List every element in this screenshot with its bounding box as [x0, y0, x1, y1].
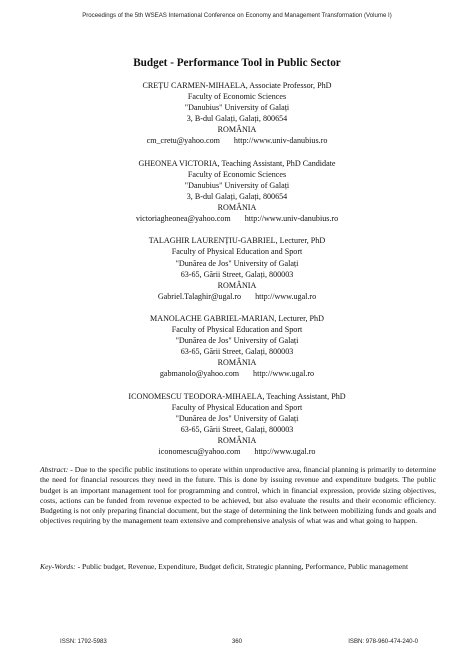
affiliation-country: ROMÂNIA — [217, 280, 257, 290]
author-block — [0, 80, 474, 147]
author-name: TALAGHIR LAURENȚIU-GABRIEL — [148, 236, 276, 246]
running-header: Proceedings of the 5th WSEAS International Conference on Economy and Management Transformation (Volume I) — [82, 12, 392, 19]
affiliation-faculty: Faculty of Physical Education and Sport — [171, 325, 303, 335]
affiliation-address: 3, B-dul Galați, Galați, 800654 — [186, 191, 288, 201]
author-email[interactable]: gabmanolo@yahoo.com — [159, 369, 240, 379]
keywords-label: Key-Words: — [40, 562, 76, 571]
footer-isbn: ISBN: 978-960-474-240-0 — [348, 638, 418, 645]
affiliation-university: "Dunărea de Jos" University of Galați — [175, 258, 299, 268]
affiliation-university: "Danubius" University of Galați — [184, 103, 290, 113]
footer-issn: ISSN: 1792-5983 — [60, 638, 107, 645]
affiliation-country: ROMÂNIA — [217, 125, 257, 135]
author-name: GHEONEA VICTORIA — [138, 158, 218, 168]
affiliation-address: 63-65, Gării Street, Galați, 800003 — [180, 269, 294, 279]
affiliation-country: ROMÂNIA — [217, 436, 257, 445]
affiliation-country: ROMÂNIA — [217, 203, 257, 213]
author-role: , Teaching Assistant, PhD Candidate — [217, 158, 336, 168]
author-list — [0, 80, 474, 468]
affiliation-faculty: Faculty of Physical Education and Sport — [171, 247, 303, 257]
author-url[interactable]: http://www.ugal.ro — [253, 369, 315, 379]
abstract-label: Abstract: — [40, 465, 69, 474]
author-email[interactable]: Gabriel.Talaghir@ugal.ro — [157, 291, 242, 301]
affiliation-university: "Danubius" University of Galați — [184, 180, 290, 190]
affiliation-faculty: Faculty of Physical Education and Sport — [171, 402, 303, 412]
affiliation-address: 63-65, Gării Street, Galați, 800003 — [180, 347, 294, 357]
affiliation-address: 3, B-dul Galați, Galați, 800654 — [186, 114, 288, 124]
author-name: ICONOMESCU TEODORA-MIHAELA — [128, 391, 263, 401]
affiliation-university: "Dunărea de Jos" University of Galați — [175, 413, 299, 423]
author-block — [0, 235, 474, 302]
abstract-text: - Due to the specific public institutions to operate within unproductive area, financial planning is primarily to determine the need for financial resources they need in the future. This is done by issuing revenue and expenditure budgets. The public budget is an important management tool for programming and control, which in financial expression, provide sizing objectives, costs, actions can be funded from revenue expected to be achieved, but also evaluate the results and their economic efficiency. Budgeting is not only preparing financial document, but the stage of determining the link between mobilizing funds and goals and objectives requiring by the management team extensive and comprehensive analysis of what was and what going to happen. — [40, 465, 436, 526]
page-number: 360 — [231, 638, 243, 645]
author-block — [0, 313, 474, 380]
keywords — [40, 562, 436, 572]
author-url[interactable]: http://www.ugal.ro — [255, 291, 317, 301]
author-role: , Teaching Assistant, PhD — [262, 391, 346, 401]
keywords-text: - Public budget, Revenue, Expenditure, Budget deficit, Strategic planning, Performance, Public management — [75, 562, 409, 571]
author-name: CREȚU CARMEN-MIHAELA — [142, 81, 246, 90]
author-email[interactable]: iconomescu@yahoo.com — [158, 447, 241, 457]
affiliation-faculty: Faculty of Economic Sciences — [187, 92, 287, 102]
paper-title: Budget - Performance Tool in Public Sector — [133, 57, 341, 69]
affiliation-address: 63-65, Gării Street, Galați, 800003 — [180, 424, 294, 434]
author-role: , Lecturer, PhD — [275, 236, 326, 246]
author-block — [0, 391, 474, 458]
author-name: MANOLACHE GABRIEL-MARIAN — [150, 313, 275, 323]
author-block — [0, 158, 474, 225]
author-url[interactable]: http://www.univ-danubius.ro — [233, 136, 328, 146]
affiliation-faculty: Faculty of Economic Sciences — [187, 169, 287, 179]
author-url[interactable]: http://www.ugal.ro — [254, 447, 316, 457]
abstract — [40, 465, 436, 527]
affiliation-university: "Dunărea de Jos" University of Galați — [175, 336, 299, 346]
author-role: , Lecturer, PhD — [274, 313, 324, 323]
author-role: , Associate Professor, PhD — [245, 81, 332, 90]
affiliation-country: ROMÂNIA — [217, 358, 257, 368]
author-email[interactable]: victoriagheonea@yahoo.com — [135, 214, 231, 224]
author-email[interactable]: cm_cretu@yahoo.com — [146, 136, 220, 146]
author-url[interactable]: http://www.univ-danubius.ro — [244, 214, 339, 224]
